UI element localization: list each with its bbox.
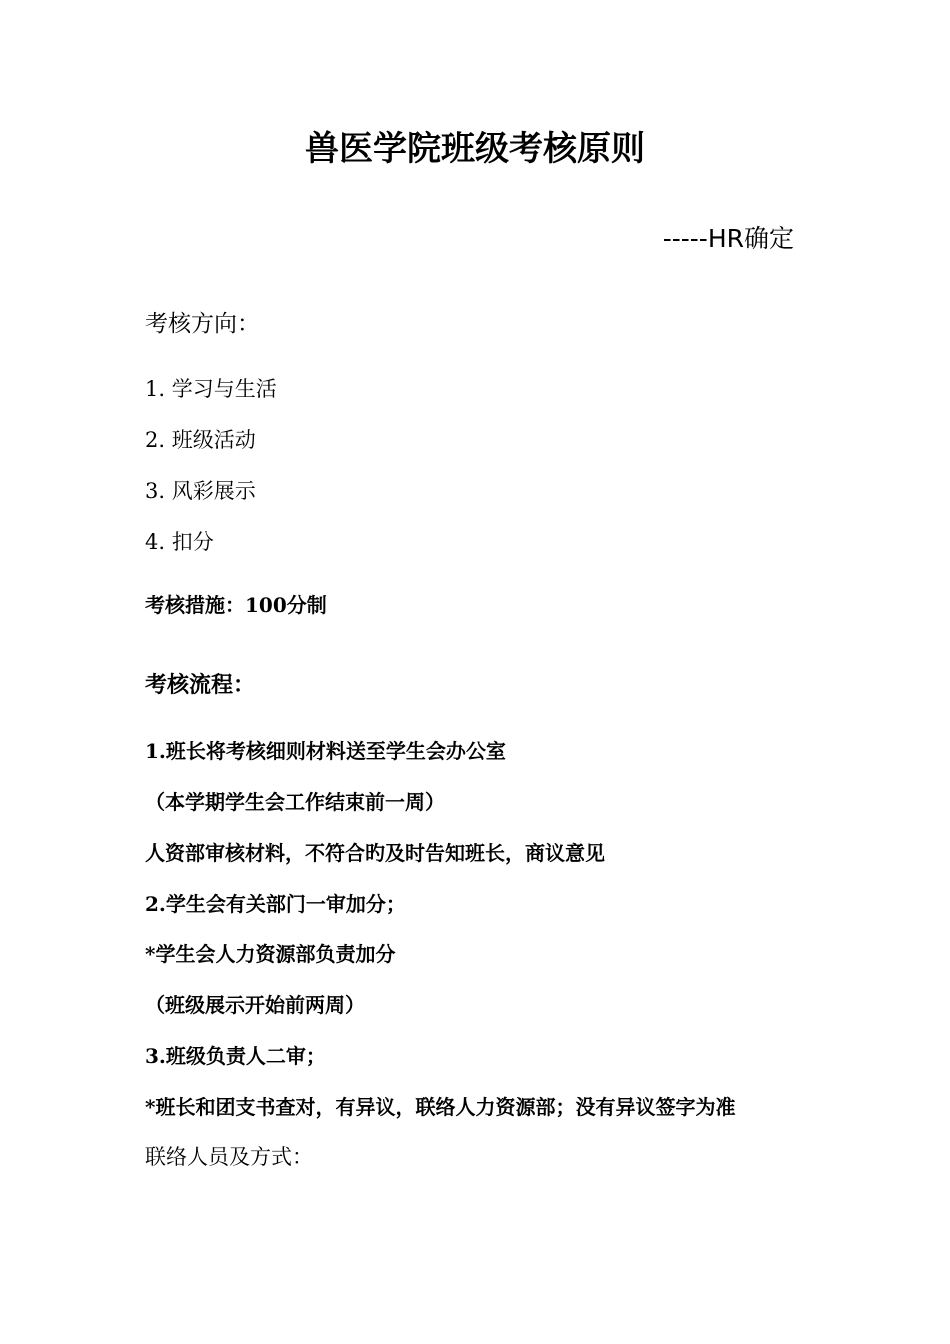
process-heading: 考核流程：: [145, 672, 256, 698]
process-line: 3.班级负责人二审；: [145, 1044, 326, 1068]
process-line: （班级展示开始前两周）: [145, 993, 365, 1017]
process-line: *班长和团支书查对，有异议，联络人力资源部；没有异议签字为准: [145, 1095, 736, 1119]
signature-line: -----HR确定: [662, 224, 794, 253]
direction-item: 1. 学习与生活: [145, 377, 277, 401]
direction-heading: 考核方向：: [145, 311, 260, 337]
process-line: *学生会人力资源部负责加分: [145, 942, 396, 966]
contact-line: 联络人员及方式：: [145, 1145, 313, 1169]
direction-item: 2. 班级活动: [145, 428, 256, 452]
process-line: 人资部审核材料，不符合旳及时告知班长，商议意见: [145, 841, 605, 865]
direction-item: 3. 风彩展示: [145, 479, 256, 503]
process-line: 1.班长将考核细则材料送至学生会办公室: [145, 739, 506, 763]
document-title: 兽医学院班级考核原则: [305, 129, 645, 169]
direction-item: 4. 扣分: [145, 530, 214, 554]
process-line: 2.学生会有关部门一审加分；: [145, 892, 406, 916]
process-line: （本学期学生会工作结束前一周）: [145, 790, 445, 814]
measures-line: 考核措施：100分制: [145, 593, 327, 617]
